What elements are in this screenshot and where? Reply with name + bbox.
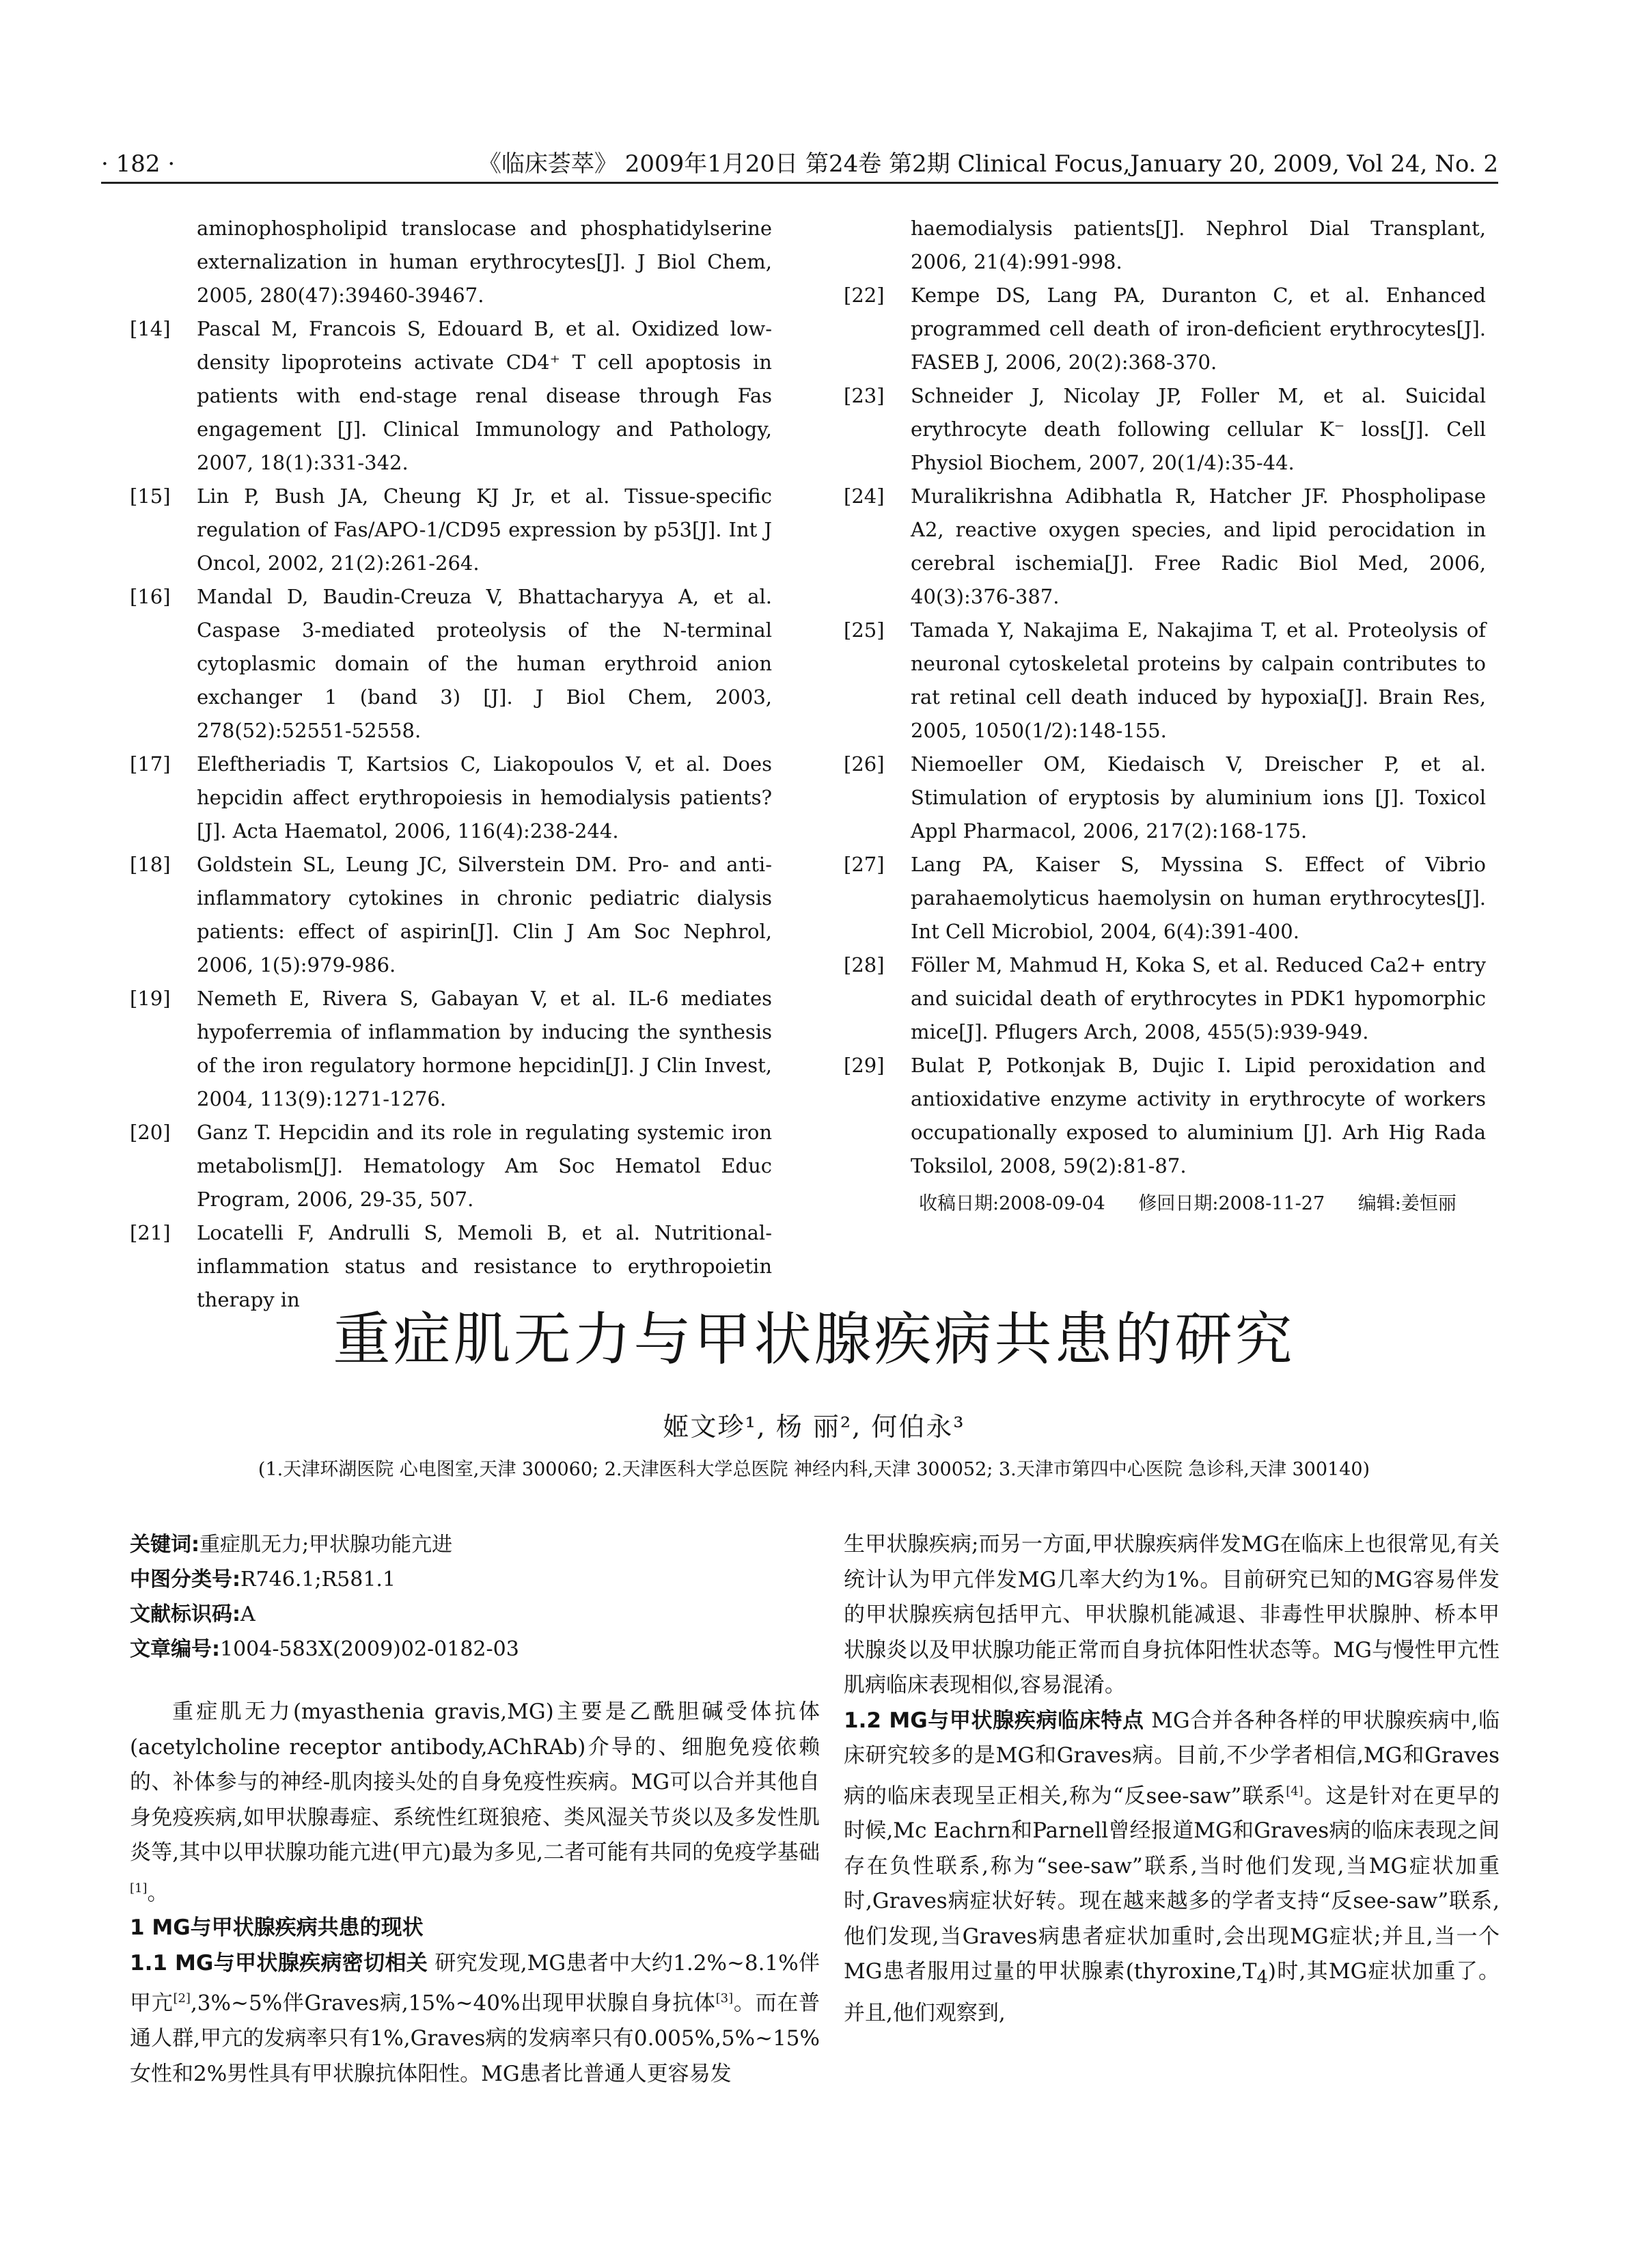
reference-entry xyxy=(130,748,772,848)
reference-text: Eleftheriadis T, Kartsios C, Liakopoulos V, et al. Does hepcidin affect erythropoiesis in hemodialysis patients? [J]. Acta Haematol, 2006, 116(4):238-244. xyxy=(197,752,772,843)
article-number-label: 文章编号: xyxy=(130,1637,220,1661)
subsection-1-2-paragraph xyxy=(844,1704,1500,2032)
subsection-heading-1-1: 1.1 MG与甲状腺疾病密切相关 xyxy=(130,1950,428,1976)
references-left-column xyxy=(130,212,772,1317)
doc-code-row xyxy=(130,1597,820,1632)
reference-text: Schneider J, Nicolay JP, Foller M, et al. Suicidal erythrocyte death following cellular K⁻ loss[J]. Cell Physiol Biochem, 2007, 20(1/4):35-44. xyxy=(911,384,1486,474)
clc-value: R746.1;R581.1 xyxy=(240,1568,396,1591)
subscript-4: 4 xyxy=(1256,1967,1268,1989)
reference-text: Niemoeller OM, Kiedaisch V, Dreischer P, et al. Stimulation of eryptosis by aluminium ions [J]. Toxicol Appl Pharmacol, 2006, 217(2):168-175. xyxy=(911,752,1486,843)
s12-text-b: 。这是针对在更早的时候,Mc Eachrn和Parnell曾经报道MG和Graves病的临床表现之间存在负性联系,称为“see-saw”联系,当时他们发现,当MG症状加重时,Graves病症状好转。现在越来越多的学者支持“反see-saw”联系,他们发现,当Graves病患者症状加重时,会出现MG症状;并且,当一个MG患者服用过量的甲状腺素(thyroxine,T xyxy=(844,1783,1500,1984)
doc-code-label: 文献标识码: xyxy=(130,1602,240,1626)
editor: 编辑:姜恒丽 xyxy=(1357,1193,1457,1214)
reference-text: haemodialysis patients[J]. Nephrol Dial Transplant, 2006, 21(4):991-998. xyxy=(911,217,1486,273)
intro-paragraph xyxy=(130,1695,820,1911)
s11-text-b: ,3%~5%伴Graves病,15%~40%出现甲状腺自身抗体 xyxy=(190,1991,716,2016)
references-right-column xyxy=(844,212,1486,1220)
article-number-value: 1004-583X(2009)02-0182-03 xyxy=(220,1637,519,1661)
reference-text: Nemeth E, Rivera S, Gabayan V, et al. IL-6 mediates hypoferremia of inflammation by inducing the synthesis of the iron regulatory hormone hepcidin[J]. J Clin Invest, 2004, 113(9):1271-1276. xyxy=(197,987,772,1110)
revised-date: 修回日期:2008-11-27 xyxy=(1138,1193,1325,1214)
citation-4: [4] xyxy=(1286,1784,1303,1799)
reference-entry xyxy=(844,279,1486,379)
reference-entry xyxy=(844,480,1486,614)
reference-entry xyxy=(844,379,1486,480)
reference-entry xyxy=(130,982,772,1116)
reference-number: [20] xyxy=(130,1121,171,1144)
reference-text: Pascal M, Francois S, Edouard B, et al. Oxidized low-density lipoproteins activate CD4⁺ T cell apoptosis in patients with end-stage renal disease through Fas engagement [J]. Clinical Immunology and Pathology, 2007, 18(1):331-342. xyxy=(197,317,772,474)
reference-number: [27] xyxy=(844,853,885,876)
clc-label: 中图分类号: xyxy=(130,1568,240,1591)
reference-text: Tamada Y, Nakajima E, Nakajima T, et al. Proteolysis of neuronal cytoskeletal proteins by calpain contributes to rat retinal cell death induced by hypoxia[J]. Brain Res, 2005, 1050(1/2):148-155. xyxy=(911,618,1486,742)
reference-entry xyxy=(844,212,1486,279)
subsection-1-1-paragraph xyxy=(130,1946,820,2092)
subsection-heading-1-2: 1.2 MG与甲状腺疾病临床特点 xyxy=(844,1708,1144,1733)
intro-end: 。 xyxy=(147,1880,169,1905)
received-line xyxy=(844,1187,1486,1220)
reference-text: Locatelli F, Andrulli S, Memoli B, et al. Nutritional-inflammation status and resistance to erythropoietin therapy in xyxy=(197,1221,772,1311)
reference-text: Muralikrishna Adibhatla R, Hatcher JF. Phospholipase A2, reactive oxygen species, and lipid perocidation in cerebral ischemia[J]. Free Radic Biol Med, 2006, 40(3):376-387. xyxy=(911,484,1486,608)
article-number-row xyxy=(130,1632,820,1667)
reference-entry xyxy=(130,1116,772,1216)
journal-citation-line: 《临床荟萃》 2009年1月20日 第24卷 第2期 Clinical Focus,January 20, 2009, Vol 24, No. 2 xyxy=(478,150,1498,178)
section-heading-1: 1 MG与甲状腺疾病共患的现状 xyxy=(130,1915,424,1941)
reference-number: [26] xyxy=(844,752,885,776)
reference-number: [29] xyxy=(844,1054,885,1077)
reference-text: Lang PA, Kaiser S, Myssina S. Effect of Vibrio parahaemolyticus haemolysin on human erythrocytes[J]. Int Cell Microbiol, 2004, 6(4):391-400. xyxy=(911,853,1486,943)
author-affiliations: (1.天津环湖医院 心电图室,天津 300060; 2.天津医科大学总医院 神经内科,天津 300052; 3.天津市第四中心医院 急诊科,天津 300140) xyxy=(258,1459,1370,1480)
reference-number: [22] xyxy=(844,284,885,307)
header-rule xyxy=(101,182,1498,184)
reference-text: Kempe DS, Lang PA, Duranton C, et al. Enhanced programmed cell death of iron-deficient erythrocytes[J]. FASEB J, 2006, 20(2):368-370. xyxy=(911,284,1486,374)
keywords-value: 重症肌无力;甲状腺功能亢进 xyxy=(199,1533,453,1557)
keywords-label: 关键词: xyxy=(130,1533,199,1557)
article-metadata xyxy=(130,1527,820,1667)
reference-entry xyxy=(844,948,1486,1049)
reference-entry xyxy=(130,580,772,748)
s11-text-a: 研究发现,MG患者中大约1.2%~8.1%伴甲亢 xyxy=(130,1950,820,2016)
clc-row xyxy=(130,1562,820,1597)
intro-text: 重症肌无力(myasthenia gravis,MG)主要是乙酰胆碱受体抗体(acetylcholine receptor antibody,AChRAb)介导的、细胞免疫依赖的、补体参与的神经-肌肉接头处的自身免疫性疾病。MG可以合并其他自身免疫疾病,如甲状腺毒症、系统性红斑狼疮、类风湿关节炎以及多发性肌炎等,其中以甲状腺功能亢进(甲亢)最为多见,二者可能有共同的免疫学基础 xyxy=(130,1699,820,1865)
body-left-column xyxy=(130,1695,820,2092)
article-authors: 姬文珍¹, 杨 丽², 何伯永³ xyxy=(663,1412,965,1442)
reference-number: [15] xyxy=(130,484,171,508)
references-right-list xyxy=(844,212,1486,1183)
keywords-row xyxy=(130,1527,820,1562)
reference-entry xyxy=(130,212,772,312)
reference-number: [28] xyxy=(844,953,885,976)
reference-entry xyxy=(844,748,1486,848)
received-date: 收稿日期:2008-09-04 xyxy=(919,1193,1105,1214)
doc-code-value: A xyxy=(240,1602,256,1626)
running-header xyxy=(101,145,1498,183)
reference-entry xyxy=(130,848,772,982)
reference-text: Ganz T. Hepcidin and its role in regulating systemic iron metabolism[J]. Hematology Am Soc Hematol Educ Program, 2006, 29-35, 507. xyxy=(197,1121,772,1211)
reference-number: [18] xyxy=(130,853,171,876)
reference-number: [19] xyxy=(130,987,171,1010)
reference-number: [16] xyxy=(130,585,171,608)
reference-text: aminophospholipid translocase and phosphatidylserine externalization in human erythrocytes[J]. J Biol Chem, 2005, 280(47):39460-39467. xyxy=(197,217,772,307)
reference-number: [25] xyxy=(844,618,885,642)
reference-text: Lin P, Bush JA, Cheung KJ Jr, et al. Tissue-specific regulation of Fas/APO-1/CD95 expression by p53[J]. Int J Oncol, 2002, 21(2):261-264. xyxy=(197,484,772,575)
reference-entry xyxy=(844,614,1486,748)
reference-text: Bulat P, Potkonjak B, Dujic I. Lipid peroxidation and antioxidative enzyme activity in erythrocyte of workers occupationally exposed to aluminium [J]. Arh Hig Rada Toksilol, 2008, 59(2):81-87. xyxy=(911,1054,1486,1177)
reference-number: [23] xyxy=(844,384,885,407)
reference-text: Mandal D, Baudin-Creuza V, Bhattacharyya A, et al. Caspase 3-mediated proteolysis of the N-terminal cytoplasmic domain of the human erythroid anion exchanger 1 (band 3) [J]. J Biol Chem, 2003, 278(52):52551-52558. xyxy=(197,585,772,742)
reference-text: Goldstein SL, Leung JC, Silverstein DM. Pro- and anti-inflammatory cytokines in chronic pediatric dialysis patients: effect of aspirin[J]. Clin J Am Soc Nephrol, 2006, 1(5):979-986. xyxy=(197,853,772,976)
article-title: 重症肌无力与甲状腺疾病共患的研究 xyxy=(333,1306,1295,1373)
reference-entry xyxy=(130,312,772,480)
reference-entry xyxy=(130,480,772,580)
reference-number: [21] xyxy=(130,1221,171,1244)
continued-paragraph: 生甲状腺疾病;而另一方面,甲状腺疾病伴发MG在临床上也很常见,有关统计认为甲亢伴发MG几率大约为1%。目前研究已知的MG容易伴发的甲状腺疾病包括甲亢、甲状腺机能减退、非毒性甲状腺肿、桥本甲状腺炎以及甲状腺功能正常而自身抗体阳性状态等。MG与慢性甲亢性肌病临床表现相似,容易混淆。 xyxy=(844,1532,1500,1697)
citation-2: [2] xyxy=(173,1991,191,2006)
reference-entry xyxy=(844,1049,1486,1183)
s12-text-a: MG合并各种各样的甲状腺疾病中,临床研究较多的是MG和Graves病。目前,不少学者相信,MG和Graves病的临床表现呈正相关,称为“反see-saw”联系 xyxy=(844,1708,1500,1808)
reference-entry xyxy=(844,848,1486,948)
body-right-column xyxy=(844,1527,1500,2032)
reference-number: [14] xyxy=(130,317,171,340)
citation-1: [1] xyxy=(130,1881,148,1896)
reference-number: [17] xyxy=(130,752,171,776)
s12-text-c: )时,其MG症状加重了。并且,他们观察到, xyxy=(844,1959,1500,2026)
reference-number: [24] xyxy=(844,484,885,508)
page-number: · 182 · xyxy=(101,150,176,178)
reference-text: Föller M, Mahmud H, Koka S, et al. Reduced Ca2+ entry and suicidal death of erythrocytes in PDK1 hypomorphic mice[J]. Pflugers Arch, 2008, 455(5):939-949. xyxy=(911,953,1486,1043)
citation-3: [3] xyxy=(715,1991,734,2006)
s11-text-c: 。而在普通人群,甲亢的发病率只有1%,Graves病的发病率只有0.005%,5%~15%女性和2%男性具有甲状腺抗体阳性。MG患者比普通人更容易发 xyxy=(130,1991,820,2086)
